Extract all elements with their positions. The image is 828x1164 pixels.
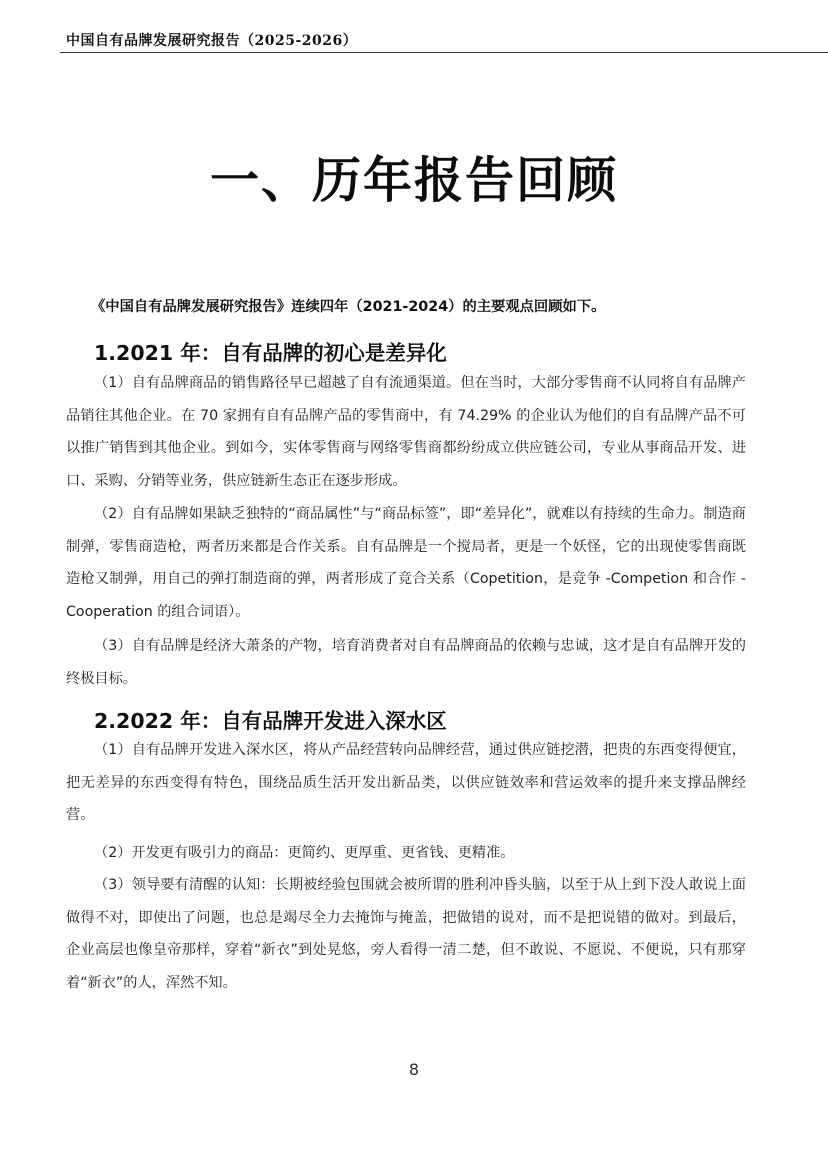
running-header-title: 中国自有品牌发展研究报告（2025-2026） (66, 33, 358, 49)
paragraph-2021-1: （1）自有品牌商品的销售路径早已超越了自有流通渠道。但在当时，大部分零售商不认同将自有品牌产品销往其他企业。在 70 家拥有自有品牌产品的零售商中，有 74.29% 的企业认为他们的自有品牌产品不可以推广销售到其他企业。到如今，实体零售商与网络零售商都纷纷成立供应链公司，专业从事商品开发、进口、采购、分销等业务，供应链新生态正在逐步形成。 (66, 375, 746, 489)
intro-paragraph: 《中国自有品牌发展研究报告》连续四年（2021-2024）的主要观点回顾如下。 (91, 299, 606, 315)
header-rule (60, 52, 828, 53)
paragraph-2022-2: （2）开发更有吸引力的商品：更简约、更厚重、更省钱、更精准。 (94, 845, 515, 861)
section-heading-2022: 2.2022 年：自有品牌开发进入深水区 (94, 709, 447, 733)
paragraph-2022-3: （3）领导要有清醒的认知：长期被经验包围就会被所谓的胜利冲昏头脑，以至于从上到下没人敢说上面做得不对，即使出了问题，也总是竭尽全力去掩饰与掩盖，把做错的说对，而不是把说错的做对。到最后，企业高层也像皇帝那样，穿着“新衣”到处晃悠，旁人看得一清二楚，但不敢说、不愿说、不便说，只有那穿着“新衣”的人，浑然不知。 (66, 877, 746, 991)
paragraph-2022-1: （1）自有品牌开发进入深水区，将从产品经营转向品牌经营，通过供应链挖潜，把贵的东西变得便宜，把无差异的东西变得有特色，围绕品质生活开发出新品类，以供应链效率和营运效率的提升来支撑品牌经营。 (66, 742, 746, 824)
section-heading-2021: 1.2021 年：自有品牌的初心是差异化 (94, 341, 447, 365)
paragraph-2021-2: （2）自有品牌如果缺乏独特的“商品属性”与“商品标签”，即“差异化”，就难以有持续的生命力。制造商制弹，零售商造枪，两者历来都是合作关系。自有品牌是一个搅局者，更是一个妖怪，它的出现使零售商既造枪又制弹，用自己的弹打制造商的弹，两者形成了竞合关系（Copetition，是竞争 -Competion 和合作 -Cooperation 的组合词语）。 (66, 506, 746, 620)
chapter-title: 一、历年报告回顾 (209, 152, 618, 209)
page-number: 8 (408, 1060, 420, 1079)
paragraph-2021-3: （3）自有品牌是经济大萧条的产物，培育消费者对自有品牌商品的依赖与忠诚，这才是自有品牌开发的终极目标。 (66, 638, 746, 687)
